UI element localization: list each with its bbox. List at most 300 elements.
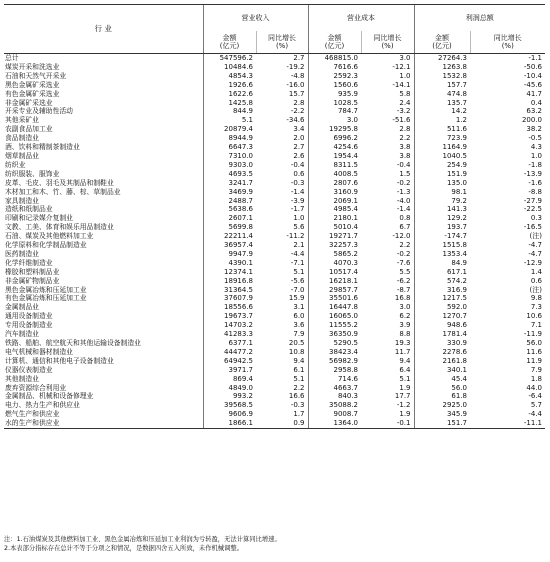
profit-growth: -11.9	[523, 330, 542, 339]
cost-growth: 3.0	[399, 54, 411, 62]
table-row	[4, 232, 545, 241]
industry-name: 酒、饮料和精制茶制造业	[5, 143, 80, 152]
cost-growth: 5.5	[399, 267, 411, 276]
revenue-amount: 64942.5	[203, 357, 256, 366]
profit-amount: 193.7	[414, 223, 470, 232]
profit-growth: -16.5	[523, 223, 542, 232]
cost-amount: 8311.5	[308, 161, 361, 170]
cost-growth: -12.0	[392, 232, 411, 241]
cost-amount: 468815.0	[308, 54, 361, 63]
revenue-growth: -4.4	[290, 249, 305, 258]
revenue-growth: -16.0	[286, 80, 305, 89]
profit-amount: 1515.8	[414, 241, 470, 250]
cost-amount: 2958.8	[308, 366, 361, 375]
profit-growth: 11.9	[526, 356, 542, 365]
cost-amount: 4985.4	[308, 205, 361, 214]
cost-growth: -1.4	[396, 205, 411, 214]
revenue-amount: 41283.3	[203, 330, 256, 339]
cost-growth: 2.2	[399, 134, 411, 143]
table-row	[4, 277, 545, 286]
industry-finance-table	[4, 4, 545, 429]
revenue-growth: -34.6	[286, 116, 305, 125]
profit-amount: 1270.7	[414, 312, 470, 321]
revenue-amount: 1622.6	[203, 90, 256, 99]
statistics-table-sheet	[4, 4, 545, 429]
table-row	[4, 99, 545, 108]
profit-growth: -12.9	[523, 258, 542, 267]
cost-growth: 0.8	[399, 214, 411, 223]
cost-growth: 1.5	[399, 169, 411, 178]
revenue-amount: 4693.5	[203, 170, 256, 179]
profit-amount: 617.1	[414, 268, 470, 277]
table-row	[4, 392, 545, 401]
cost-amount: 2592.3	[308, 72, 361, 81]
table-row	[4, 286, 545, 295]
industry-name: 非金属矿采选业	[5, 98, 53, 107]
industry-name: 印刷和记录媒介复制业	[5, 214, 73, 223]
cost-amount: 2807.6	[308, 179, 361, 188]
profit-amount: 1353.4	[414, 250, 470, 259]
cost-amount: 10517.4	[308, 268, 361, 277]
header-revenue-amount: 金额 (亿元)	[203, 31, 256, 54]
revenue-growth: -4.8	[290, 71, 305, 80]
industry-name: 其他采矿业	[5, 116, 39, 125]
industry-name: 医药制造业	[5, 249, 39, 258]
industry-name: 通用设备制造业	[5, 312, 53, 321]
table-row	[4, 357, 545, 366]
profit-growth: -50.6	[523, 62, 542, 71]
revenue-amount: 9606.9	[203, 410, 256, 419]
profit-growth: 200.0	[521, 116, 542, 125]
profit-amount: 316.9	[414, 286, 470, 295]
revenue-growth: -1.7	[290, 205, 305, 214]
table-row	[4, 161, 545, 170]
revenue-growth: 0.6	[293, 169, 305, 178]
cost-amount: 19271.7	[308, 232, 361, 241]
profit-growth: 63.2	[526, 107, 542, 116]
cost-amount: 11555.2	[308, 321, 361, 330]
cost-amount: 56982.9	[308, 357, 361, 366]
revenue-growth: 7.9	[293, 330, 305, 339]
profit-amount: 151.7	[414, 419, 470, 428]
revenue-amount: 4849.0	[203, 384, 256, 393]
industry-name: 金属制品、机械和设备修理业	[5, 392, 94, 401]
revenue-amount: 9947.9	[203, 250, 256, 259]
cost-growth: 11.7	[394, 347, 411, 356]
cost-growth: 9.4	[399, 356, 411, 365]
table-row	[4, 214, 545, 223]
profit-growth: 0.4	[530, 98, 542, 107]
profit-amount: 1164.9	[414, 143, 470, 152]
table-row	[4, 259, 545, 268]
table-row	[4, 63, 545, 72]
profit-amount: 61.8	[414, 392, 470, 401]
cost-growth: 2.2	[399, 241, 411, 250]
profit-growth: 4.3	[530, 143, 542, 152]
table-body	[4, 54, 545, 429]
revenue-growth: 2.7	[293, 54, 305, 62]
profit-amount: 129.2	[414, 214, 470, 223]
revenue-amount: 2488.7	[203, 197, 256, 206]
cost-growth: -1.2	[396, 401, 411, 410]
header-cost-amount: 金额 (亿元)	[308, 31, 361, 54]
revenue-amount: 5638.6	[203, 205, 256, 214]
header-cost-growth: 同比增长 (%)	[361, 31, 414, 54]
profit-growth: -4.4	[528, 410, 542, 419]
industry-name: 木材加工和木、竹、藤、棕、草制品业	[5, 187, 121, 196]
profit-amount: 1781.4	[414, 330, 470, 339]
cost-amount: 3160.9	[308, 188, 361, 197]
table-row	[4, 294, 545, 303]
revenue-amount: 18556.6	[203, 303, 256, 312]
industry-name: 开采专业及辅助性活动	[5, 107, 73, 116]
profit-amount: 723.9	[414, 134, 470, 143]
revenue-amount: 1425.8	[203, 99, 256, 108]
cost-growth: 3.9	[399, 321, 411, 330]
revenue-amount: 5.1	[203, 116, 256, 125]
industry-name: 电气机械和器材制造业	[5, 347, 73, 356]
revenue-amount: 4390.1	[203, 259, 256, 268]
revenue-growth: 1.0	[293, 214, 305, 223]
cost-amount: 840.3	[308, 392, 361, 401]
revenue-amount: 44477.2	[203, 348, 256, 357]
header-cost: 营业成本	[308, 5, 414, 32]
revenue-growth: 10.8	[288, 347, 305, 356]
industry-name: 文教、工美、体育和娱乐用品制造业	[5, 223, 114, 232]
cost-growth: 3.8	[399, 151, 411, 160]
cost-amount: 19295.8	[308, 125, 361, 134]
industry-name: 农副食品加工业	[5, 125, 53, 134]
industry-name: 燃气生产和供应业	[5, 410, 60, 419]
revenue-growth: -2.2	[290, 107, 305, 116]
cost-growth: -0.2	[396, 249, 411, 258]
table-row	[4, 134, 545, 143]
profit-growth: -8.8	[528, 187, 542, 196]
profit-growth: 1.8	[530, 374, 542, 383]
cost-growth: 6.2	[399, 312, 411, 321]
cost-growth: -7.6	[396, 258, 411, 267]
cost-amount: 4663.7	[308, 384, 361, 393]
profit-growth: 0.3	[530, 214, 542, 223]
revenue-growth: 9.4	[293, 356, 305, 365]
industry-name: 家具制造业	[5, 196, 39, 205]
revenue-growth: -0.3	[290, 401, 305, 410]
header-profit-amount: 金额 (亿元)	[414, 31, 470, 54]
profit-amount: 511.6	[414, 125, 470, 134]
revenue-amount: 1926.6	[203, 81, 256, 90]
cost-amount: 3.0	[308, 116, 361, 125]
industry-name: 化学原料和化学制品制造业	[5, 241, 87, 250]
revenue-amount: 9303.0	[203, 161, 256, 170]
cost-growth: 1.9	[399, 383, 411, 392]
revenue-growth: -11.2	[286, 232, 305, 241]
profit-growth: 0.6	[530, 276, 542, 285]
revenue-growth: 3.6	[293, 321, 305, 330]
cost-amount: 35501.6	[308, 294, 361, 303]
cost-amount: 5865.2	[308, 250, 361, 259]
industry-name: 金属制品业	[5, 303, 39, 312]
table-row	[4, 312, 545, 321]
revenue-growth: 15.7	[288, 89, 305, 98]
profit-amount: 2161.8	[414, 357, 470, 366]
cost-amount: 38423.4	[308, 348, 361, 357]
table-row	[4, 152, 545, 161]
revenue-amount: 6377.1	[203, 339, 256, 348]
cost-amount: 935.9	[308, 90, 361, 99]
table-row	[4, 348, 545, 357]
profit-growth: -10.4	[523, 71, 542, 80]
revenue-amount: 6647.3	[203, 143, 256, 152]
industry-name: 石油和天然气开采业	[5, 71, 67, 80]
revenue-amount: 10484.6	[203, 63, 256, 72]
revenue-growth: -19.2	[286, 62, 305, 71]
profit-amount: 1532.8	[414, 72, 470, 81]
cost-growth: -14.1	[392, 80, 411, 89]
revenue-growth: 2.0	[293, 134, 305, 143]
revenue-amount: 37607.9	[203, 294, 256, 303]
profit-growth: (注)	[529, 285, 542, 294]
revenue-amount: 8944.9	[203, 134, 256, 143]
footnote-1: 注：1.石油煤炭及其他燃料加工业、黑色金属冶炼和压延加工业利润为亏转盈，无法计算同比增速。	[4, 536, 281, 543]
revenue-growth: -3.9	[290, 196, 305, 205]
industry-name: 铁路、船舶、航空航天和其他运输设备制造业	[5, 339, 141, 347]
profit-amount: 2278.6	[414, 348, 470, 357]
table-row	[4, 197, 545, 206]
profit-growth: -4.7	[528, 249, 542, 258]
table-row	[4, 401, 545, 410]
revenue-growth: 5.6	[293, 223, 305, 232]
industry-name: 专用设备制造业	[5, 321, 53, 330]
industry-name: 非金属矿物制品业	[5, 276, 60, 285]
table-row	[4, 223, 545, 232]
table-row	[4, 107, 545, 116]
industry-name: 煤炭开采和洗选业	[5, 62, 60, 71]
revenue-growth: -7.0	[290, 285, 305, 294]
profit-amount: 135.0	[414, 179, 470, 188]
profit-amount: 254.9	[414, 161, 470, 170]
cost-growth: 3.0	[399, 303, 411, 312]
profit-growth: 7.3	[530, 303, 542, 312]
profit-amount: 474.8	[414, 90, 470, 99]
cost-growth: 6.4	[399, 365, 411, 374]
revenue-growth: 2.7	[293, 143, 305, 152]
cost-amount: 32257.3	[308, 241, 361, 250]
profit-amount: 592.0	[414, 303, 470, 312]
profit-amount: 45.4	[414, 375, 470, 384]
profit-growth: 11.6	[526, 347, 542, 356]
profit-growth: -6.4	[528, 392, 542, 401]
industry-name: 黑色金属矿采选业	[5, 80, 60, 89]
industry-name: 总计	[5, 54, 19, 62]
revenue-growth: -1.4	[290, 187, 305, 196]
revenue-amount: 22211.4	[203, 232, 256, 241]
revenue-amount: 12374.1	[203, 268, 256, 277]
profit-growth: -1.8	[528, 160, 542, 169]
profit-amount: 340.1	[414, 366, 470, 375]
table-row	[4, 268, 545, 277]
cost-amount: 16065.0	[308, 312, 361, 321]
revenue-amount: 993.2	[203, 392, 256, 401]
industry-name: 造纸和纸制品业	[5, 205, 53, 214]
cost-growth: 5.1	[399, 374, 411, 383]
cost-amount: 1560.6	[308, 81, 361, 90]
industry-name: 其他制造业	[5, 374, 39, 383]
revenue-amount: 4854.3	[203, 72, 256, 81]
industry-name: 纺织服装、服饰业	[5, 169, 60, 178]
revenue-amount: 3241.7	[203, 179, 256, 188]
profit-amount: 79.2	[414, 197, 470, 206]
table-row	[4, 72, 545, 81]
cost-growth: -0.2	[396, 178, 411, 187]
revenue-growth: -5.6	[290, 276, 305, 285]
cost-amount: 4008.5	[308, 170, 361, 179]
profit-amount: 141.3	[414, 205, 470, 214]
revenue-growth: -0.4	[290, 160, 305, 169]
profit-growth: -1.1	[528, 54, 542, 62]
cost-growth: -1.3	[396, 187, 411, 196]
table-row	[4, 90, 545, 99]
profit-amount: 151.9	[414, 170, 470, 179]
profit-growth: -13.9	[523, 169, 542, 178]
cost-growth: 19.3	[394, 339, 411, 347]
industry-name: 电力、热力生产和供应业	[5, 401, 80, 410]
revenue-growth: -0.3	[290, 178, 305, 187]
cost-amount: 7616.6	[308, 63, 361, 72]
revenue-growth: 3.1	[293, 303, 305, 312]
table-row	[4, 125, 545, 134]
revenue-growth: 16.6	[288, 392, 305, 401]
cost-amount: 2180.1	[308, 214, 361, 223]
cost-growth: 6.7	[399, 223, 411, 232]
industry-name: 石油、煤炭及其他燃料加工业	[5, 232, 94, 241]
profit-amount: 135.7	[414, 99, 470, 108]
industry-name: 纺织业	[5, 160, 26, 169]
industry-name: 水的生产和供应业	[4, 419, 203, 428]
industry-name: 皮革、毛皮、羽毛及其制品和制鞋业	[5, 178, 114, 187]
cost-amount: 36350.9	[308, 330, 361, 339]
cost-growth: 1.9	[399, 410, 411, 419]
profit-growth: -27.9	[523, 196, 542, 205]
profit-growth: -1.6	[528, 178, 542, 187]
cost-amount: 1364.0	[308, 419, 361, 428]
table-row	[4, 384, 545, 393]
header-revenue: 营业收入	[203, 5, 308, 32]
profit-amount: 56.0	[414, 384, 470, 393]
cost-amount: 5290.5	[308, 339, 361, 348]
profit-growth: 41.7	[526, 89, 542, 98]
profit-amount: 948.6	[414, 321, 470, 330]
cost-growth: 17.7	[394, 392, 411, 401]
table-row	[4, 366, 545, 375]
cost-amount: 4070.3	[308, 259, 361, 268]
revenue-growth: 1.7	[293, 410, 305, 419]
footnotes	[4, 536, 545, 553]
revenue-amount: 31364.5	[203, 286, 256, 295]
industry-name: 汽车制造业	[5, 330, 39, 339]
table-row	[4, 330, 545, 339]
revenue-amount: 869.4	[203, 375, 256, 384]
table-row	[4, 143, 545, 152]
industry-name: 食品制造业	[5, 134, 39, 143]
header-profit: 利润总额	[414, 5, 545, 32]
profit-amount: 1.2	[414, 116, 470, 125]
revenue-growth: 5.1	[293, 374, 305, 383]
revenue-amount: 14703.2	[203, 321, 256, 330]
revenue-amount: 2607.1	[203, 214, 256, 223]
profit-amount: 84.9	[414, 259, 470, 268]
table-row	[4, 419, 545, 428]
cost-amount: 1028.5	[308, 99, 361, 108]
profit-amount: 574.2	[414, 277, 470, 286]
table-row	[4, 54, 545, 63]
footnote-2: 2.本表部分指标存在总计不等于分项之和情况，是数据四舍五入所致，未作机械调整。	[4, 544, 243, 552]
revenue-amount: 1866.1	[203, 419, 256, 428]
cost-amount: 6996.2	[308, 134, 361, 143]
profit-growth: 1.0	[530, 151, 542, 160]
revenue-amount: 20879.4	[203, 125, 256, 134]
cost-growth: -0.1	[361, 419, 414, 428]
revenue-growth: 3.4	[293, 125, 305, 134]
revenue-amount: 547596.2	[203, 54, 256, 63]
header-revenue-growth: 同比增长 (%)	[256, 31, 308, 54]
cost-growth: -12.1	[392, 62, 411, 71]
revenue-amount: 39568.5	[203, 401, 256, 410]
table-row	[4, 241, 545, 250]
profit-amount: 1263.8	[414, 63, 470, 72]
profit-growth: (注)	[529, 232, 542, 241]
cost-amount: 16447.8	[308, 303, 361, 312]
table-row	[4, 303, 545, 312]
profit-amount: 1217.5	[414, 294, 470, 303]
profit-growth: 10.6	[526, 312, 542, 321]
revenue-amount: 5699.8	[203, 223, 256, 232]
cost-growth: -0.4	[396, 160, 411, 169]
revenue-growth: 15.9	[288, 294, 305, 303]
table-row	[4, 250, 545, 259]
revenue-amount: 18916.8	[203, 277, 256, 286]
revenue-amount: 3469.9	[203, 188, 256, 197]
industry-name: 化学纤维制造业	[5, 258, 53, 267]
revenue-growth: 2.2	[293, 383, 305, 392]
table-row	[4, 321, 545, 330]
revenue-growth: -7.1	[290, 258, 305, 267]
profit-growth: -4.7	[528, 241, 542, 250]
profit-growth: -45.6	[523, 80, 542, 89]
cost-growth: 5.8	[399, 89, 411, 98]
cost-growth: -4.0	[396, 196, 411, 205]
profit-amount: 27264.3	[414, 54, 470, 63]
cost-amount: 714.6	[308, 375, 361, 384]
cost-growth: 2.4	[399, 98, 411, 107]
profit-growth: 38.2	[526, 125, 542, 134]
cost-amount: 4254.6	[308, 143, 361, 152]
revenue-growth: 20.5	[288, 339, 305, 347]
industry-name: 烟草制品业	[5, 151, 39, 160]
cost-amount: 35088.2	[308, 401, 361, 410]
revenue-growth: 2.6	[293, 151, 305, 160]
profit-growth: -11.1	[470, 419, 545, 428]
profit-growth: 1.4	[530, 267, 542, 276]
industry-name: 橡胶和塑料制品业	[5, 267, 60, 276]
cost-amount: 784.7	[308, 107, 361, 116]
industry-name: 仪器仪表制造业	[5, 365, 53, 374]
revenue-amount: 844.9	[203, 107, 256, 116]
table-row	[4, 116, 545, 125]
cost-amount: 5010.4	[308, 223, 361, 232]
revenue-growth: 2.8	[293, 98, 305, 107]
revenue-growth: 0.9	[256, 419, 308, 428]
profit-amount: 14.2	[414, 107, 470, 116]
